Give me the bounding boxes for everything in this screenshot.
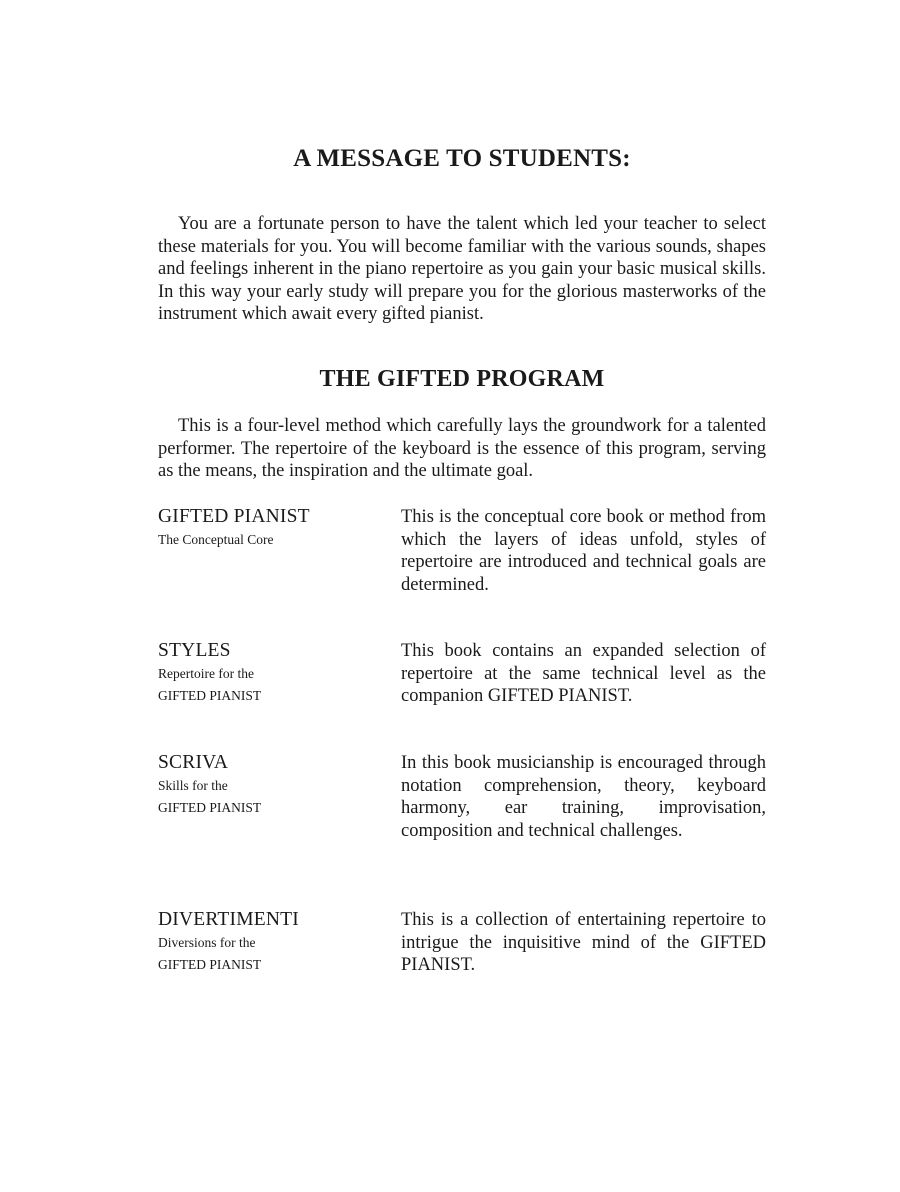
book-subtitle: Skills for the xyxy=(158,777,228,793)
book-description: This book contains an expanded selection of repertoire at the same technical level as the companion GIFTED PIANIST. xyxy=(401,641,766,707)
program-heading: THE GIFTED PROGRAM xyxy=(319,366,605,392)
book-subtitle-series: GIFTED PIANIST xyxy=(158,688,262,704)
book-subtitle: Repertoire for the xyxy=(158,665,254,681)
book-description: This is the conceptual core book or method from which the layers of ideas unfold, styles of repertoire are introduced and technical goals are determined. xyxy=(401,507,766,595)
book-label xyxy=(158,752,378,820)
book-subtitle-series: GIFTED PIANIST xyxy=(158,800,262,816)
book-label xyxy=(158,909,378,977)
book-name: STYLES xyxy=(158,640,231,661)
book-subtitle: Diversions for the xyxy=(158,934,256,950)
program-intro-paragraph: This is a four-level method which carefully lays the groundwork for a talented performer. The repertoire of the keyboard is the essence of this program, serving as the means, the inspiration and the ultimate goal. xyxy=(158,416,766,482)
book-subtitle: The Conceptual Core xyxy=(158,531,274,547)
book-name: SCRIVA xyxy=(158,752,229,773)
book-description: In this book musicianship is encouraged through notation comprehension, theory, keyboard harmony, ear training, improvisation, composition and technical challenges. xyxy=(401,753,766,841)
book-label xyxy=(158,506,378,551)
page-title: A MESSAGE TO STUDENTS: xyxy=(293,145,631,172)
book-subtitle-series: GIFTED PIANIST xyxy=(158,957,262,973)
book-name: GIFTED PIANIST xyxy=(158,506,310,527)
message-paragraph: You are a fortunate person to have the talent which led your teacher to select these materials for you. You will become familiar with the various sounds, shapes and feelings inherent in the piano repertoire as you gain your basic musical skills. In this way your early study will prepare you for the glorious masterworks of the instrument which await every gifted pianist. xyxy=(158,214,766,325)
book-description: This is a collection of entertaining repertoire to intrigue the inquisitive mind of the GIFTED PIANIST. xyxy=(401,910,766,976)
book-name: DIVERTIMENTI xyxy=(158,909,299,930)
book-label xyxy=(158,640,378,708)
